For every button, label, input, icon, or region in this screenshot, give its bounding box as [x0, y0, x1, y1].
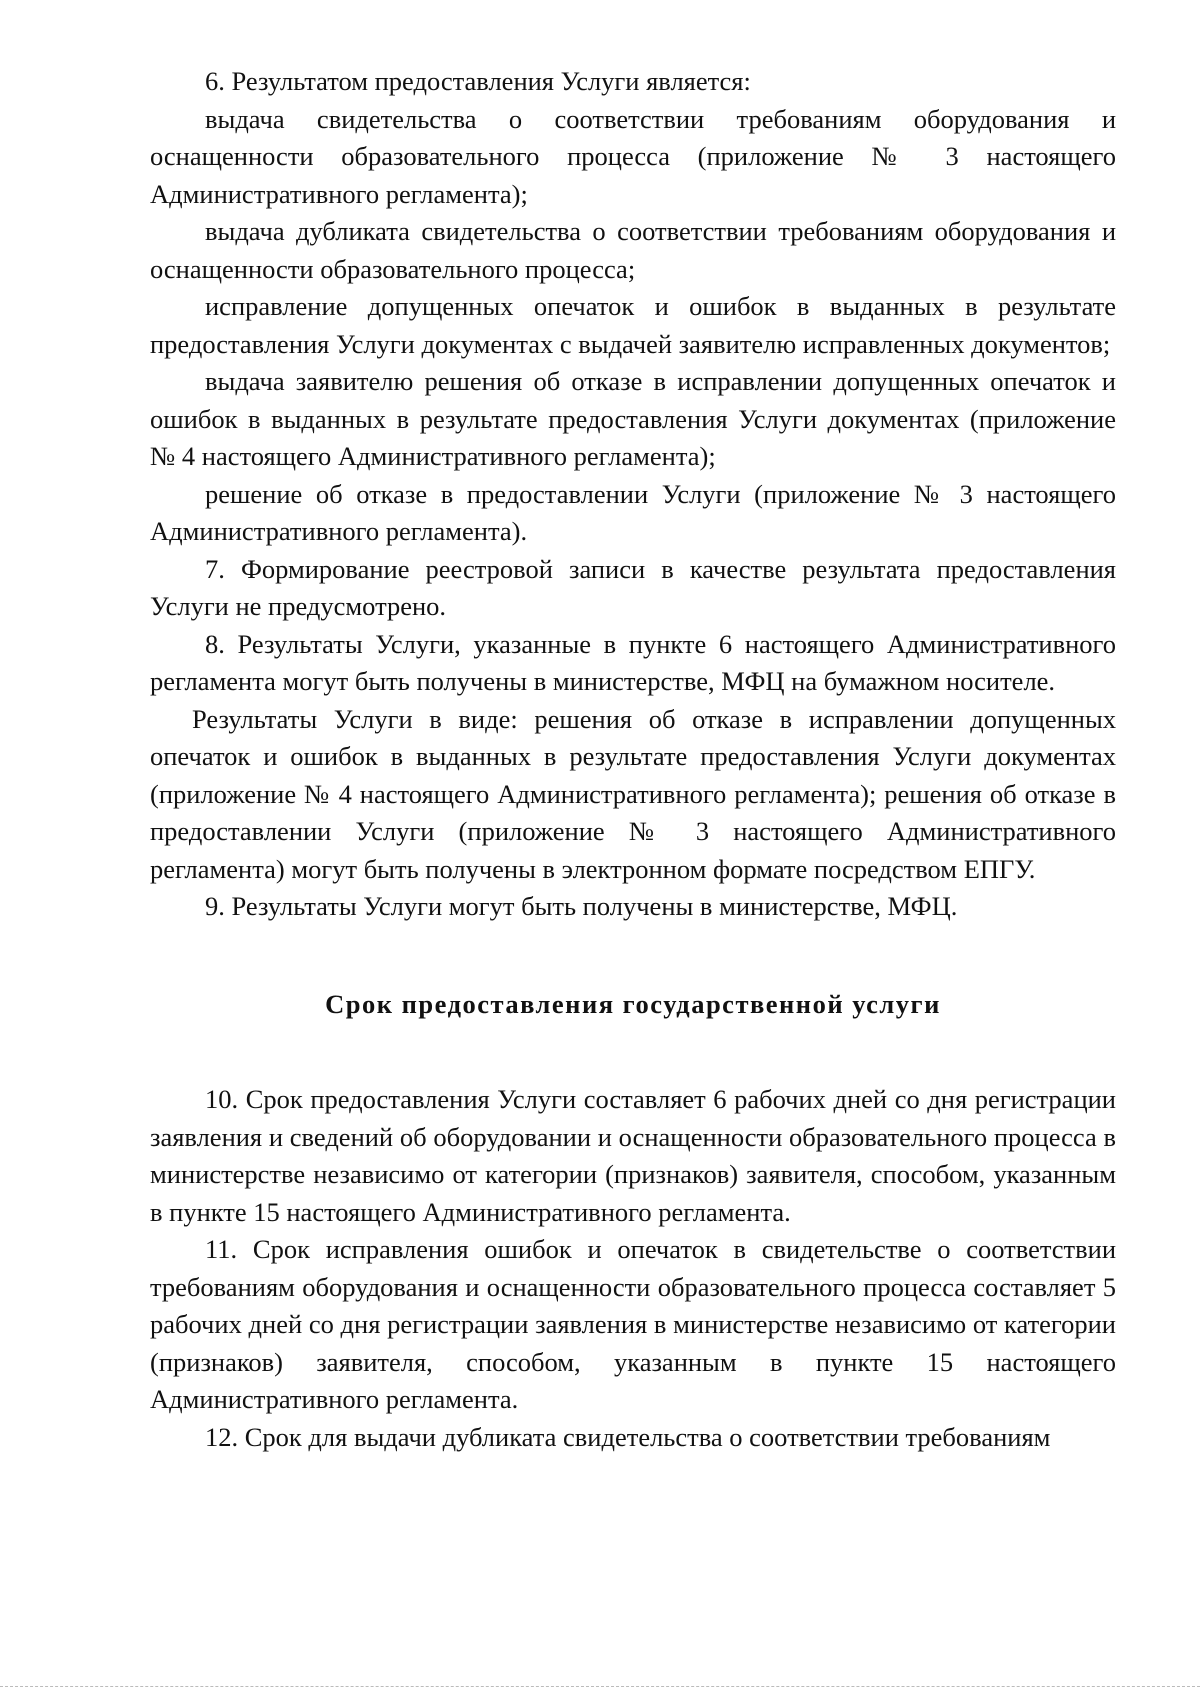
paragraph-item-6: 6. Результатом предоставления Услуги является: — [205, 66, 751, 96]
paragraph-item-7: 7. Формирование реестровой записи в качестве результата предоставления Услуги не предусмотрено. — [150, 553, 1116, 621]
paragraph-refusal-correction: выдача заявителю решения об отказе в исправлении допущенных опечаток и ошибок в выданных в результате предоставления Услуги документах (приложение № 4 настоящего Административного регламента); — [150, 366, 1116, 471]
paragraph-item-12: 12. Срок для выдачи дубликата свидетельства о соответствии требованиям — [205, 1421, 1051, 1452]
paragraph-correct-errors: исправление допущенных опечаток и ошибок в выданных в результате предоставления Услуги документах с выдачей заявителю исправленных документов; — [150, 291, 1116, 359]
page-bottom-divider — [0, 1686, 1200, 1687]
paragraph-issue-certificate: выдача свидетельства о соответствии требованиям оборудования и оснащенности образовательного процесса (приложение № 3 настоящего Административного регламента); — [150, 103, 1116, 209]
paragraph-item-10: 10. Срок предоставления Услуги составляет 6 рабочих дней со дня регистрации заявления и сведений об оборудовании и оснащенности образовательного процесса в министерстве независимо от категории (признаков) заявителя, способом, указанным в пункте 15 настоящего Административного регламента. — [150, 1084, 1116, 1227]
section-heading: Срок предоставления государственной услуги — [325, 988, 941, 1019]
paragraph-refusal-service: решение об отказе в предоставлении Услуги (приложение № 3 настоящего Административного регламента). — [150, 478, 1116, 546]
paragraph-item-9: 9. Результаты Услуги могут быть получены в министерстве, МФЦ. — [205, 891, 958, 921]
paragraph-item-11: 11. Срок исправления ошибок и опечаток в свидетельстве о соответствии требованиям оборудования и оснащенности образовательного процесса составляет 5 рабочих дней со дня регистрации заявления в министерстве независимо от категории (признаков) заявителя, способом, указанным в пункте 15 настоящего Административного регламента. — [150, 1234, 1116, 1414]
paragraph-electronic-results: Результаты Услуги в виде: решения об отказе в исправлении допущенных опечаток и ошибок в выданных в результате предоставления Услуги документах (приложение № 4 настоящего Административного регламента); решения об отказе в предоставлении Услуги (приложение № 3 настоящего Административного регламента) могут быть получены в электронном формате посредством ЕПГУ. — [150, 703, 1116, 884]
document-page — [150, 63, 1116, 1456]
paragraph-issue-duplicate: выдача дубликата свидетельства о соответствии требованиям оборудования и оснащенности образовательного процесса; — [150, 216, 1116, 284]
paragraph-item-8: 8. Результаты Услуги, указанные в пункте 6 настоящего Административного регламента могут быть получены в министерстве, МФЦ на бумажном носителе. — [150, 628, 1116, 696]
